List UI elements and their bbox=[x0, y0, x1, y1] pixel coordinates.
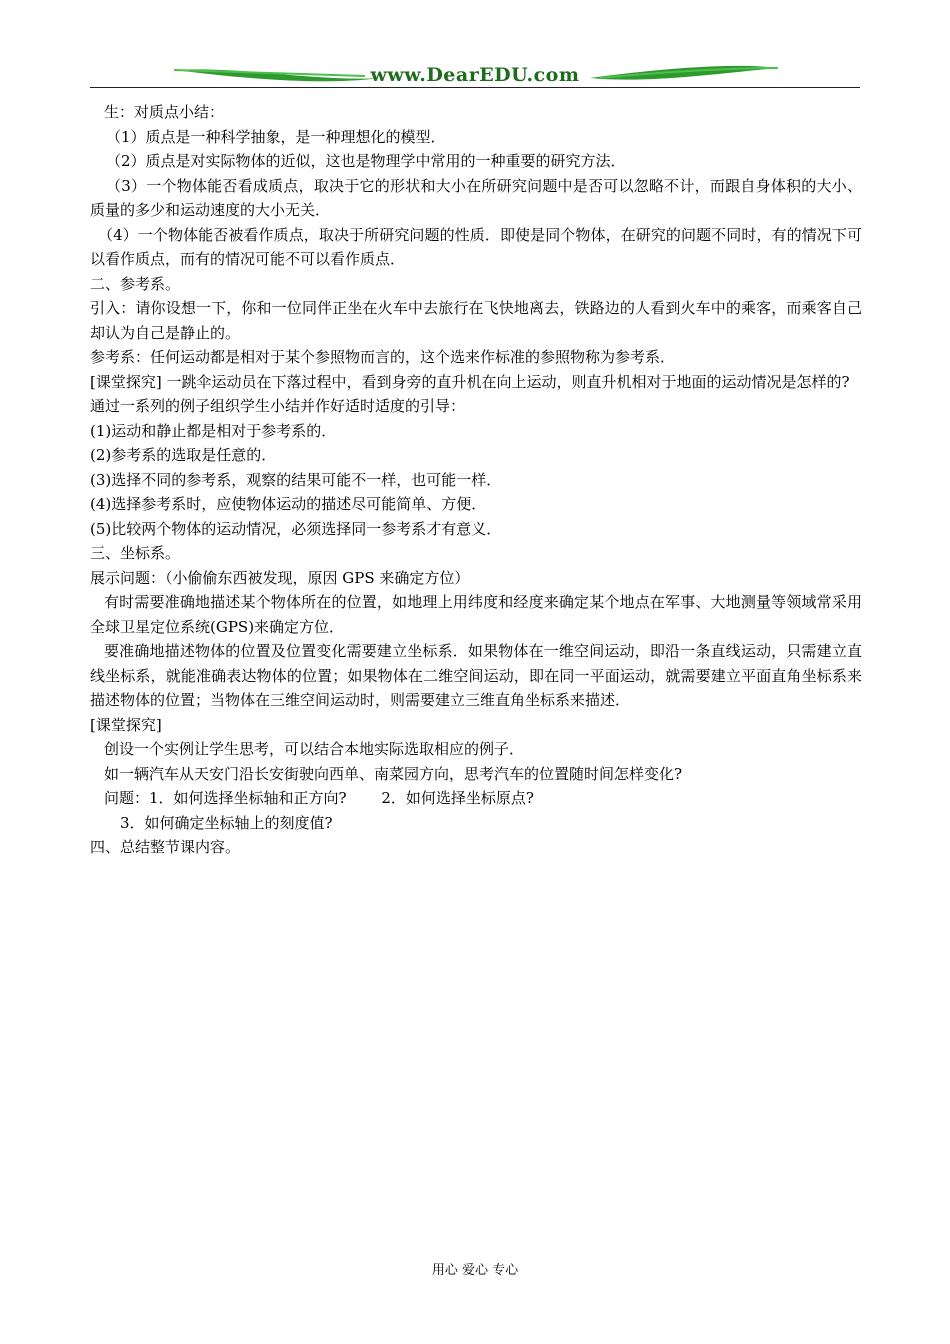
paragraph: （2）质点是对实际物体的近似，这也是物理学中常用的一种重要的研究方法． bbox=[106, 152, 626, 170]
paragraph: 引入：请你设想一下，你和一位同伴正坐在火车中去旅行在飞快地离去，铁路边的人看到火车中的乘客，而乘客自己却认为自己是静止的。 bbox=[90, 299, 862, 342]
paragraph: 要准确地描述物体的位置及位置变化需要建立坐标系．如果物体在一维空间运动，即沿一条直线运动，只需建立直线坐标系，就能准确表达物体的位置；如果物体在二维空间运动，即在同一平面运动，就需要建立平面直角坐标系来描述物体的位置；当物体在三维空间运动时，则需要建立三维直角坐标系来描述． bbox=[90, 642, 862, 709]
paragraph: 参考系：任何运动都是相对于某个参照物而言的，这个选来作标准的参照物称为参考系． bbox=[90, 348, 676, 366]
paragraph: 展示问题：（小偷偷东西被发现，原因 GPS 来确定方位） bbox=[90, 568, 470, 587]
header-divider bbox=[90, 87, 860, 88]
paragraph: [课堂探究] 一跳伞运动员在下落过程中，看到身旁的直升机在向上运动，则直升机相对于地面的运动情况是怎样的? bbox=[90, 372, 850, 391]
paragraph: [课堂探究] bbox=[90, 715, 162, 734]
page-header bbox=[90, 62, 860, 90]
paragraph: (4)选择参考系时，应使物体运动的描述尽可能简单、方便． bbox=[90, 495, 487, 513]
page-footer: 用心 爱心 专心 bbox=[431, 1263, 519, 1278]
paragraph: 二、参考系。 bbox=[90, 274, 181, 293]
paragraph: （1）质点是一种科学抽象，是一种理想化的模型． bbox=[106, 127, 446, 146]
site-logo[interactable]: www.DearEDU.com bbox=[370, 64, 580, 86]
paragraph: （4）一个物体能否被看作质点，取决于所研究问题的性质．即使是同个物体，在研究的问题不同时，有的情况下可以看作质点，而有的情况可能不可以看作质点． bbox=[90, 225, 862, 268]
paragraph: (5)比较两个物体的运动情况，必须选择同一参考系才有意义． bbox=[90, 519, 502, 538]
paragraph: 3．如何确定坐标轴上的刻度值? bbox=[120, 813, 333, 832]
paragraph: 如一辆汽车从天安门沿长安街驶向西单、南菜园方向，思考汽车的位置随时间怎样变化? bbox=[104, 764, 683, 783]
paragraph: 通过一系列的例子组织学生小结并作好适时适度的引导： bbox=[90, 397, 466, 415]
paragraph: （3）一个物体能否看成质点，取决于它的形状和大小在所研究问题中是否可以忽略不计，而跟自身体积的大小、质量的多少和运动速度的大小无关． bbox=[90, 176, 862, 219]
paragraph: (3)选择不同的参考系，观察的结果可能不一样，也可能一样． bbox=[90, 470, 502, 489]
paragraph: 四、总结整节课内容。 bbox=[90, 838, 241, 856]
paragraph: 创设一个实例让学生思考，可以结合本地实际选取相应的例子． bbox=[104, 740, 525, 758]
paragraph: (1)运动和静止都是相对于参考系的． bbox=[90, 421, 337, 440]
paragraph: 问题：1．如何选择坐标轴和正方向? 2．如何选择坐标原点? bbox=[104, 789, 534, 807]
paragraph: (2)参考系的选取是任意的． bbox=[90, 446, 277, 464]
paragraph: 生：对质点小结： bbox=[104, 103, 225, 121]
paragraph: 有时需要准确地描述某个物体所在的位置，如地理上用纬度和经度来确定某个地点在军事、大地测量等领域常采用全球卫星定位系统(GPS)来确定方位． bbox=[90, 593, 862, 636]
document-body bbox=[90, 100, 862, 860]
paragraph: 三、坐标系。 bbox=[90, 544, 181, 562]
